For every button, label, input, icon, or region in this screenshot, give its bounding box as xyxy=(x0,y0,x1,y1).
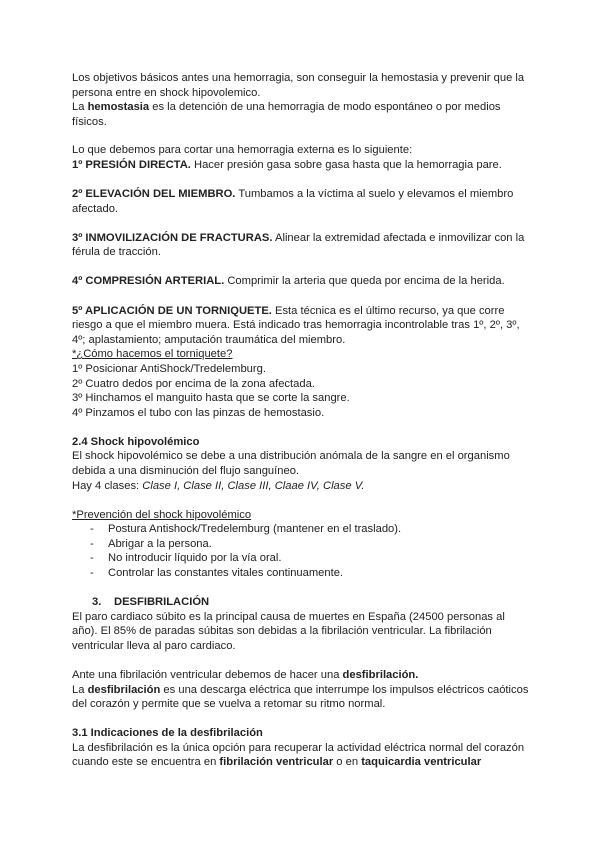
intro-paragraph: Los objetivos básicos antes una hemorragia, son conseguir la hemostasia y prevenir que la persona entre en shock hipovolemico. xyxy=(72,72,525,99)
document-body xyxy=(72,71,530,770)
shock-classes: Hay 4 clases: Clase I, Clase II, Clase III, Claae IV, Clase V. xyxy=(72,479,365,492)
tourniquet-step: 1º Posicionar AntiShock/Tredelemburg. xyxy=(72,362,266,375)
step-4: 4º COMPRESIÓN ARTERIAL. Comprimir la arteria que queda por encima de la herida. xyxy=(72,275,505,288)
list-item: - Abrigar a la persona. xyxy=(72,537,530,552)
defib-definition: La desfibrilación es una descarga eléctrica que interrumpe los impulsos eléctricos caóticos del corazón y permite que se vuelva a retomar su ritmo normal. xyxy=(72,683,529,711)
prevention-list xyxy=(72,522,530,580)
tourniquet-question: *¿Cómo hacemos el torniquete? xyxy=(72,348,233,361)
list-item: - Controlar las constantes vitales continuamente. xyxy=(72,566,530,581)
tourniquet-step: 4º Pinzamos el tubo con las pinzas de hemostasio. xyxy=(72,406,325,419)
list-item: - Postura Antishock/Tredelemburg (mantener en el traslado). xyxy=(72,522,530,537)
tourniquet-step: 3º Hinchamos el manguito hasta que se corte la sangre. xyxy=(72,392,350,405)
step-3: 3º INMOVILIZACIÓN DE FRACTURAS. Alinear la extremidad afectada e inmovilizar con la férula de tracción. xyxy=(72,231,525,259)
prevention-title: *Prevención del shock hipovolémico xyxy=(72,508,252,521)
tourniquet-step: 2º Cuatro dedos por encima de la zona afectada. xyxy=(72,377,315,390)
hemostasia-definition: La hemostasia es la detención de una hemorragia de modo espontáneo o por medios físicos. xyxy=(72,101,501,128)
shock-heading: 2.4 Shock hipovolémico xyxy=(72,435,200,448)
defib-subheading: 3.1 Indicaciones de la desfibrilación xyxy=(72,727,263,740)
step-1: 1º PRESIÓN DIRECTA. Hacer presión gasa sobre gasa hasta que la hemorragia pare. xyxy=(72,158,502,171)
defib-paragraph: El paro cardiaco súbito es la principal causa de muertes en España (24500 personas al año). El 85% de paradas súbitas son debidas a la fibrilación ventricular. La fibrilación ventricular lleva al paro cardiaco. xyxy=(72,610,505,652)
shock-paragraph: El shock hipovolémico se debe a una distribución anómala de la sangre en el organismo debida a una disminución del flujo sanguíneo. xyxy=(72,450,510,477)
step-2: 2º ELEVACIÓN DEL MIEMBRO. Tumbamos a la víctima al suelo y elevamos el miembro afectado. xyxy=(72,188,514,215)
defib-indications: La desfibrilación es la única opción para recuperar la actividad eléctrica normal del corazón cuando este se encuentra en fibrilación ventricular o en taquicardia ventricular xyxy=(72,741,525,769)
step-5: 5º APLICACIÓN DE UN TORNIQUETE. Esta técnica es el último recurso, ya que corre riesgo a que el miembro muera. Está indicado tras hemorragia incontrolable tras 1º, 2º, 3º, 4º; aplastamiento; amputación traumática del miembro. xyxy=(72,304,520,346)
defib-heading: 3. DESFIBRILACIÓN xyxy=(92,596,210,609)
defib-need: Ante una fibrilación ventricular debemos de hacer una desfibrilación. xyxy=(72,669,419,681)
list-item: - No introducir líquido por la vía oral. xyxy=(72,551,530,566)
steps-intro: Lo que debemos para cortar una hemorragia externa es lo siguiente: xyxy=(72,144,413,157)
